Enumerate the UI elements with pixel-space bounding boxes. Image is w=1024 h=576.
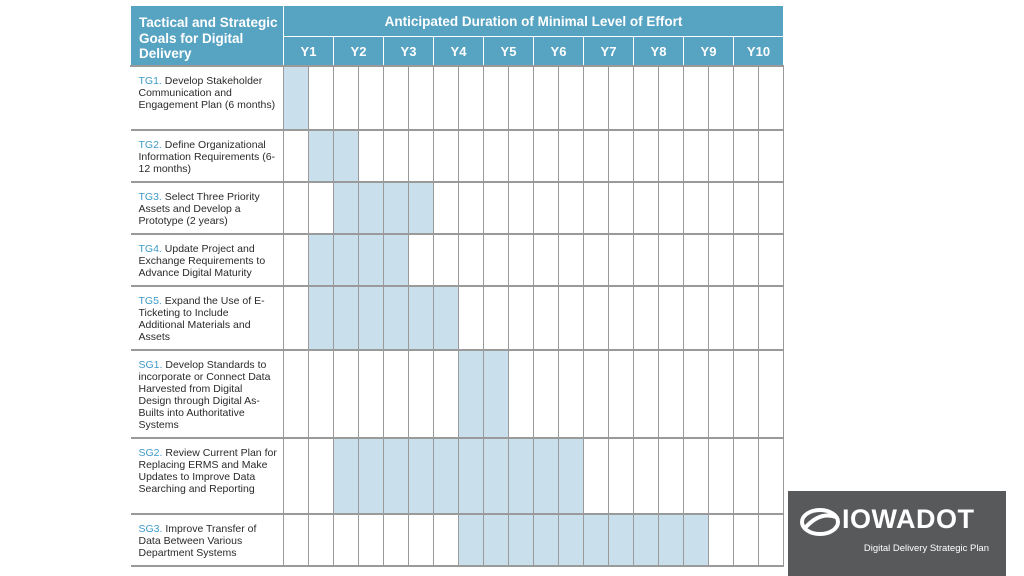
timeline-cell [509,66,534,130]
goal-label [131,182,284,234]
timeline-cell [659,182,684,234]
year-header: Y9 [684,37,734,67]
timeline-cell [409,350,434,438]
goal-text: Develop Stakeholder Communication and Engagement Plan (6 months) [138,75,276,111]
timeline-cell [684,130,709,182]
goal-label [131,66,284,130]
timeline-cell [309,514,334,566]
timeline-cell [684,234,709,286]
timeline-cell [484,350,509,438]
year-header: Y2 [334,37,384,67]
timeline-cell [634,438,659,514]
timeline-cell [709,182,734,234]
timeline-cell [609,514,634,566]
timeline-cell [534,66,559,130]
timeline-cell [659,66,684,130]
timeline-cell [284,286,309,350]
timeline-cell [609,350,634,438]
timeline-cell [609,66,634,130]
timeline-cell [284,66,309,130]
timeline-cell [509,514,534,566]
timeline-cell [634,182,659,234]
timeline-cell [709,350,734,438]
goal-label [131,350,284,438]
timeline-cell [684,286,709,350]
timeline-cell [284,182,309,234]
timeline-cell [484,234,509,286]
goal-text: Develop Standards to incorporate or Connect Data Harvested from Digital Design through Digital As-Builts into Authoritative Systems [138,359,271,431]
timeline-cell [459,286,484,350]
goal-row [131,234,784,286]
goal-row [131,438,784,514]
timeline-cell [334,438,359,514]
branding-box [788,491,1006,576]
goal-code: TG5. [138,295,162,307]
timeline-cell [509,182,534,234]
timeline-cell [584,286,609,350]
timeline-cell [734,66,759,130]
timeline-cell [734,438,759,514]
goal-code: SG3. [138,523,163,535]
timeline-cell [459,66,484,130]
timeline-cell [434,514,459,566]
timeline-cell [334,130,359,182]
timeline-cell [734,234,759,286]
timeline-cell [584,182,609,234]
timeline-cell [534,514,559,566]
timeline-cell [434,350,459,438]
timeline-cell [384,286,409,350]
timeline-cell [509,234,534,286]
timeline-cell [484,514,509,566]
timeline-cell [484,66,509,130]
goal-text: Expand the Use of E-Ticketing to Include Additional Materials and Assets [138,295,265,343]
timeline-cell [559,234,584,286]
timeline-cell [359,514,384,566]
goal-row [131,286,784,350]
goal-row [131,66,784,130]
timeline-cell [559,514,584,566]
timeline-cell [759,182,784,234]
timeline-cell [384,182,409,234]
goal-label [131,286,284,350]
goal-text: Update Project and Exchange Requirements to Advance Digital Maturity [138,243,266,279]
timeline-cell [284,350,309,438]
timeline-cell [759,514,784,566]
year-header: Y5 [484,37,534,67]
goal-code: TG4. [138,243,162,255]
timeline-cell [409,438,434,514]
timeline-cell [584,514,609,566]
timeline-cell [659,286,684,350]
year-header: Y4 [434,37,484,67]
timeline-cell [334,182,359,234]
timeline-cell [459,130,484,182]
timeline-cell [359,438,384,514]
year-header: Y1 [284,37,334,67]
timeline-cell [309,234,334,286]
timeline-cell [684,350,709,438]
timeline-cell [434,66,459,130]
timeline-cell [509,438,534,514]
timeline-cell [709,286,734,350]
timeline-cell [684,66,709,130]
timeline-cell [309,130,334,182]
timeline-cell [334,350,359,438]
timeline-cell [509,350,534,438]
timeline-cell [434,286,459,350]
goal-code: TG1. [138,75,162,87]
goal-text: Improve Transfer of Data Between Various Department Systems [138,523,257,559]
timeline-cell [409,182,434,234]
timeline-cell [409,514,434,566]
year-header: Y8 [634,37,684,67]
timeline-cell [384,350,409,438]
timeline-cell [759,66,784,130]
timeline-cell [759,350,784,438]
timeline-cell [659,350,684,438]
year-header: Y6 [534,37,584,67]
timeline-cell [384,438,409,514]
timeline-cell [759,130,784,182]
timeline-cell [309,286,334,350]
goal-label [131,234,284,286]
timeline-cell [559,66,584,130]
goal-code: TG3. [138,191,162,203]
goal-label [131,514,284,566]
timeline-cell [759,286,784,350]
timeline-cell [359,130,384,182]
goal-text: Review Current Plan for Replacing ERMS and Make Updates to Improve Data Searching and Reporting [138,447,277,495]
goals-column-header: Tactical and Strategic Goals for Digital Delivery [131,6,284,67]
timeline-cell [434,130,459,182]
timeline-cell [309,66,334,130]
timeline-cell [434,182,459,234]
timeline-cell [384,514,409,566]
timeline-cell [609,130,634,182]
timeline-cell [709,130,734,182]
timeline-cell [359,286,384,350]
timeline-cell [684,182,709,234]
timeline-cell [659,130,684,182]
timeline-cell [334,234,359,286]
timeline-cell [459,234,484,286]
timeline-cell [284,514,309,566]
timeline-cell [534,234,559,286]
timeline-cell [709,66,734,130]
timeline-cell [734,182,759,234]
timeline-cell [434,438,459,514]
timeline-cell [634,350,659,438]
timeline-cell [359,66,384,130]
year-header: Y10 [734,37,784,67]
timeline-cell [584,438,609,514]
timeline-cell [359,182,384,234]
timeline-cell [584,350,609,438]
timeline-cell [384,234,409,286]
timeline-cell [409,130,434,182]
timeline-cell [559,286,584,350]
timeline-cell [559,182,584,234]
goal-row [131,514,784,566]
timeline-cell [734,514,759,566]
timeline-cell [609,438,634,514]
timeline-cell [584,66,609,130]
timeline-cell [709,234,734,286]
timeline-cell [634,514,659,566]
timeline-cell [534,350,559,438]
timeline-cell [759,234,784,286]
timeline-cell [284,234,309,286]
timeline-cell [484,438,509,514]
timeline-cell [609,286,634,350]
timeline-cell [284,130,309,182]
timeline-cell [484,130,509,182]
iowadot-logo-icon [800,507,840,537]
timeline-cell [309,438,334,514]
goal-text: Select Three Priority Assets and Develop a Prototype (2 years) [138,191,260,227]
timeline-cell [409,66,434,130]
timeline-cell [434,234,459,286]
timeline-cell [559,130,584,182]
timeline-cell [409,286,434,350]
goal-code: TG2. [138,139,162,151]
timeline-cell [534,286,559,350]
timeline-cell [284,438,309,514]
timeline-cell [709,514,734,566]
timeline-cell [709,438,734,514]
timeline-cell [634,130,659,182]
plan-subtitle: Digital Delivery Strategic Plan [863,543,989,554]
year-header: Y7 [584,37,634,67]
timeline-cell [659,234,684,286]
timeline-cell [534,130,559,182]
timeline-cell [609,182,634,234]
timeline-cell [484,182,509,234]
timeline-cell [559,438,584,514]
timeline-cell [509,130,534,182]
timeline-cell [559,350,584,438]
timeline-cell [309,182,334,234]
year-header: Y3 [384,37,434,67]
timeline-cell [384,66,409,130]
timeline-cell [484,286,509,350]
logo-wordmark: IOWADOT [842,504,975,534]
timeline-cell [584,130,609,182]
timeline-cell [384,130,409,182]
timeline-cell [459,514,484,566]
timeline-cell [584,234,609,286]
duration-header: Anticipated Duration of Minimal Level of Effort [284,6,784,37]
timeline-cell [634,66,659,130]
goal-label [131,130,284,182]
goal-row [131,130,784,182]
timeline-cell [459,182,484,234]
timeline-cell [534,438,559,514]
timeline-cell [459,438,484,514]
timeline-cell [409,234,434,286]
timeline-cell [734,286,759,350]
timeline-cell [759,438,784,514]
timeline-cell [509,286,534,350]
timeline-cell [734,130,759,182]
timeline-cell [634,286,659,350]
goals-body [131,66,784,566]
timeline-cell [684,438,709,514]
goal-row [131,350,784,438]
timeline-cell [334,514,359,566]
goal-text: Define Organizational Information Requirements (6-12 months) [138,139,276,175]
timeline-cell [684,514,709,566]
timeline-cell [359,234,384,286]
duration-table [130,5,784,567]
goal-label [131,438,284,514]
timeline-cell [634,234,659,286]
goal-code: SG2. [138,447,163,459]
timeline-cell [334,66,359,130]
timeline-cell [459,350,484,438]
timeline-cell [309,350,334,438]
timeline-cell [534,182,559,234]
timeline-cell [334,286,359,350]
timeline-cell [659,438,684,514]
goal-row [131,182,784,234]
timeline-cell [359,350,384,438]
timeline-cell [734,350,759,438]
goal-code: SG1. [138,359,163,371]
timeline-cell [659,514,684,566]
timeline-cell [609,234,634,286]
